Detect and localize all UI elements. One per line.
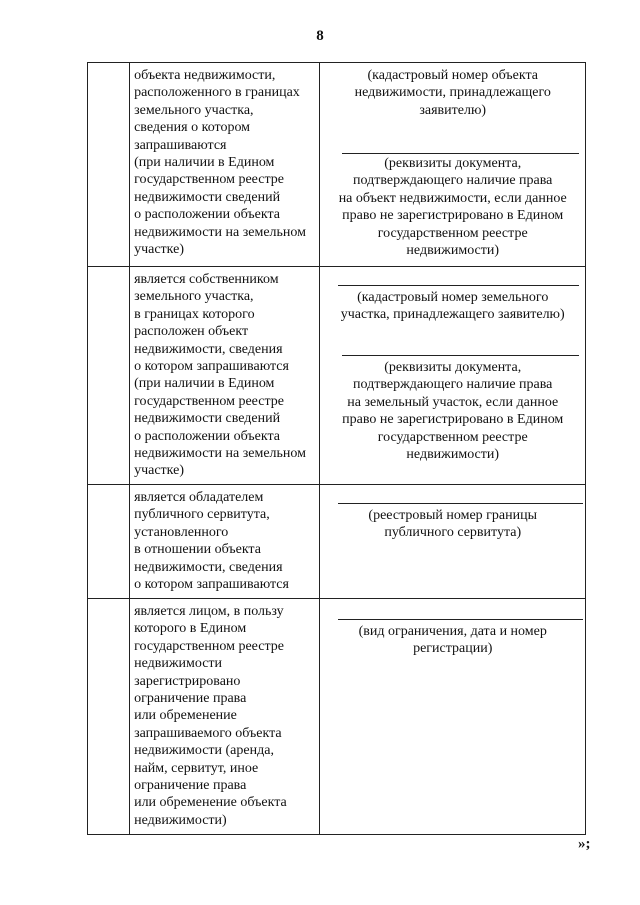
row-label-cell	[130, 485, 320, 599]
table-row	[88, 599, 586, 835]
row-label: является обладателем публичного сервитута, установленного в отношении объекта недвижимости, сведения о котором запрашиваются	[134, 490, 289, 593]
fill-in-line[interactable]	[338, 285, 579, 286]
fill-in-line[interactable]	[342, 153, 579, 154]
table-row	[88, 63, 586, 267]
fill-in-line[interactable]	[338, 503, 583, 504]
row-number-cell	[88, 267, 130, 485]
row-number-cell	[88, 485, 130, 599]
row-label: объекта недвижимости, расположенного в границах земельного участка, сведения о котором запрашиваются (при наличии в Едином государственном реестре недвижимости сведений о расположении объекта недвижимости на земельном участке)	[134, 68, 307, 258]
row-label-cell	[130, 267, 320, 485]
row-label-cell	[130, 63, 320, 267]
row-field-cell	[320, 63, 586, 267]
row-number-cell	[88, 63, 130, 267]
closing-mark: »;	[578, 836, 591, 852]
table-row	[88, 485, 586, 599]
row-field-cell	[320, 485, 586, 599]
fill-in-line[interactable]	[342, 355, 579, 356]
field-caption: (кадастровый номер земельного участка, принадлежащего заявителю)	[340, 290, 565, 323]
field-caption: (реквизиты документа, подтверждающего наличие права на земельный участок, если данное право не зарегистрировано в Едином государственном реестре недвижимости)	[342, 360, 564, 463]
row-field-cell	[320, 599, 586, 835]
table-row	[88, 267, 586, 485]
row-label: является собственником земельного участка, в границах которого расположен объект недвижимости, сведения о котором запрашиваются (при наличии в Едином государственном реестре недвижимости сведений о расположении объекта недвижимости на земельном участке)	[134, 272, 307, 479]
fill-in-line[interactable]	[338, 619, 583, 620]
field-caption: (вид ограничения, дата и номер регистрации)	[358, 624, 547, 657]
field-caption: (реестровый номер границы публичного сервитута)	[368, 508, 538, 541]
field-caption: (кадастровый номер объекта недвижимости, принадлежащего заявителю)	[354, 68, 551, 118]
row-number-cell	[88, 599, 130, 835]
row-field-cell	[320, 267, 586, 485]
form-table	[87, 62, 586, 835]
row-label-cell	[130, 599, 320, 835]
field-caption: (реквизиты документа, подтверждающего наличие права на объект недвижимости, если данное право не зарегистрировано в Едином государственном реестре недвижимости)	[338, 156, 567, 259]
row-label: является лицом, в пользу которого в Едином государственном реестре недвижимости зарегистрировано ограничение права или обременение запрашиваемого объекта недвижимости (аренда, найм, сервитут, иное ограничение права или обременение объекта недвижимости)	[134, 604, 287, 828]
page-number: 8	[316, 28, 324, 44]
